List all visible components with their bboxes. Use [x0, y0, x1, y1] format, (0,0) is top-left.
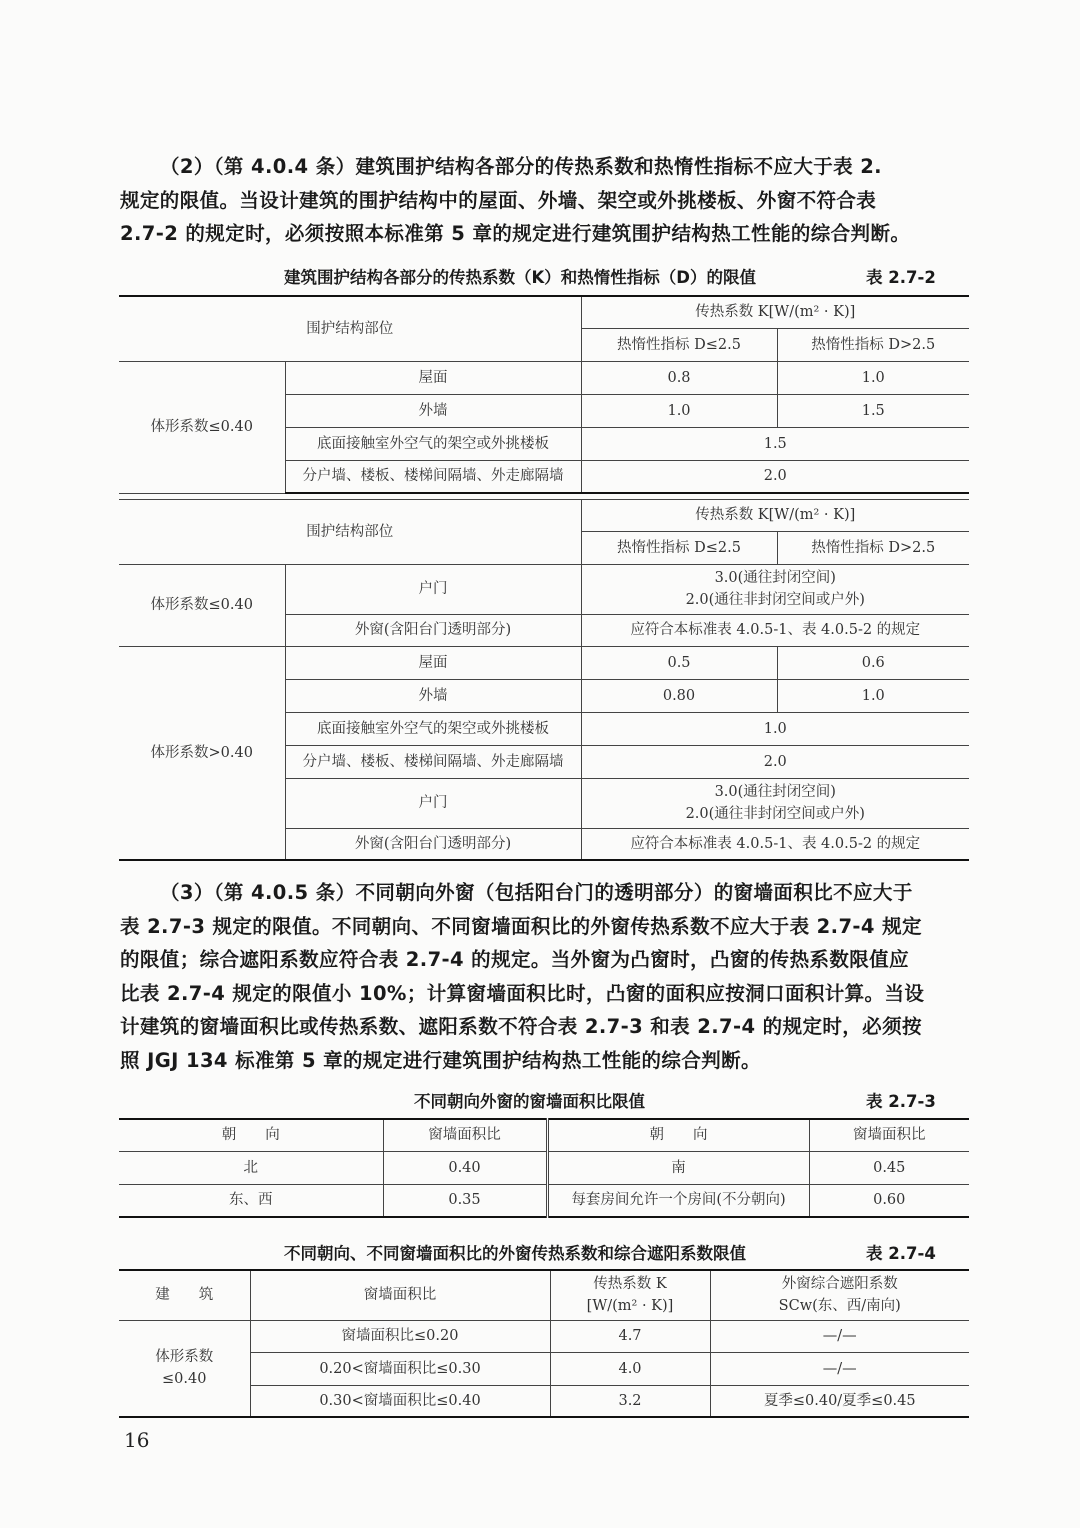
header-ratio: 窗墙面积比 [250, 1270, 550, 1320]
table-272-tag: 表 2.7-2 [866, 268, 936, 287]
cell: 0.80 [581, 679, 777, 712]
cell: 1.0 [581, 394, 777, 427]
row-door-2: 户门 [285, 778, 581, 828]
cell: 0.45 [809, 1151, 969, 1184]
table-272 [119, 295, 969, 861]
group-shape-le-040-b: 体形系数≤0.40 [119, 564, 285, 646]
para2-line5: 计建筑的窗墙面积比或传热系数、遮阳系数不符合表 2.7-3 和表 2.7-4 的规定时，必须按 [120, 1015, 922, 1038]
cell: 1.5 [777, 394, 969, 427]
header-part-2: 围护结构部位 [119, 499, 581, 564]
cell: 2.0 [581, 745, 969, 778]
table-274-caption: 不同朝向、不同窗墙面积比的外窗传热系数和综合遮阳系数限值 [284, 1244, 746, 1263]
row-floor-2: 底面接触室外空气的架空或外挑楼板 [285, 712, 581, 745]
row-floor: 底面接触室外空气的架空或外挑楼板 [285, 427, 581, 460]
cell: 东、西 [119, 1184, 383, 1217]
header-k: 传热系数 K[W/(m² · K)] [581, 296, 969, 328]
para1-line2: 规定的限值。当设计建筑的围护结构中的屋面、外墙、架空或外挑楼板、外窗不符合表 [120, 188, 877, 212]
row-roof: 屋面 [285, 361, 581, 394]
group-shape-le-040-a: 体形系数≤0.40 [119, 361, 285, 493]
header-building: 建 筑 [119, 1270, 250, 1320]
para2-line3: 的限值；综合遮阳系数应符合表 2.7-4 的规定。当外窗为凸窗时，凸窗的传热系数限值应 [120, 948, 909, 971]
cell: 4.0 [550, 1352, 710, 1385]
cell: 1.0 [777, 361, 969, 394]
row-partition-2: 分户墙、楼板、楼梯间隔墙、外走廊隔墙 [285, 745, 581, 778]
cell: 1.0 [581, 712, 969, 745]
paragraph-clause-4-0-5 [120, 876, 972, 1077]
cell: 0.30<窗墙面积比≤0.40 [250, 1385, 550, 1417]
cell: 北 [119, 1151, 383, 1184]
table-273 [119, 1118, 969, 1218]
header-sc: 外窗综合遮阳系数 SCw(东、西/南向) [710, 1270, 969, 1320]
cell: 4.7 [550, 1320, 710, 1352]
group-shape-gt-040: 体形系数>0.40 [119, 646, 285, 860]
window-value-2: 应符合本标准表 4.0.5-1、表 4.0.5-2 的规定 [581, 828, 969, 860]
cell: 1.5 [581, 427, 969, 460]
cell: 0.35 [383, 1184, 547, 1217]
cell: 0.8 [581, 361, 777, 394]
cell: 0.5 [581, 646, 777, 679]
cell: 2.0 [581, 460, 969, 493]
header-direction-2: 朝 向 [547, 1119, 809, 1151]
row-wall: 外墙 [285, 394, 581, 427]
cell: 夏季≤0.40/夏季≤0.45 [710, 1385, 969, 1417]
row-wall-2: 外墙 [285, 679, 581, 712]
header-d2-2: 热惰性指标 D>2.5 [777, 531, 969, 564]
table-273-caption: 不同朝向外窗的窗墙面积比限值 [414, 1092, 645, 1111]
header-k: 传热系数 K [W/(m² · K)] [550, 1270, 710, 1320]
header-d1: 热惰性指标 D≤2.5 [581, 328, 777, 361]
row-roof-2: 屋面 [285, 646, 581, 679]
para2-line4: 比表 2.7-4 规定的限值小 10%；计算窗墙面积比时，凸窗的面积应按洞口面积计算。当设 [120, 981, 925, 1005]
para2-line6: 照 JGJ 134 标准第 5 章的规定进行建筑围护结构热工性能的综合判断。 [120, 1048, 761, 1072]
row-window: 外窗(含阳台门透明部分) [285, 614, 581, 646]
para2-line1: （3）（第 4.0.5 条）不同朝向外窗（包括阳台门的透明部分）的窗墙面积比不应大于 [160, 881, 913, 904]
table-272-caption: 建筑围护结构各部分的传热系数（K）和热惰性指标（D）的限值 [284, 268, 756, 287]
cell: —/— [710, 1320, 969, 1352]
header-ratio: 窗墙面积比 [383, 1119, 547, 1151]
paragraph-clause-4-0-4 [120, 150, 972, 251]
cell: 0.6 [777, 646, 969, 679]
header-d1-2: 热惰性指标 D≤2.5 [581, 531, 777, 564]
cell: 0.40 [383, 1151, 547, 1184]
door-values: 3.0(通往封闭空间) 2.0(通往非封闭空间或户外) [581, 564, 969, 614]
header-direction: 朝 向 [119, 1119, 383, 1151]
cell: 0.60 [809, 1184, 969, 1217]
cell: 窗墙面积比≤0.20 [250, 1320, 550, 1352]
table-274-tag: 表 2.7-4 [866, 1244, 936, 1263]
cell: 每套房间允许一个房间(不分朝向) [547, 1184, 809, 1217]
para1-line3: 2.7-2 的规定时，必须按照本标准第 5 章的规定进行建筑围护结构热工性能的综合判断。 [120, 222, 911, 245]
door-values-2: 3.0(通往封闭空间) 2.0(通往非封闭空间或户外) [581, 778, 969, 828]
cell: —/— [710, 1352, 969, 1385]
header-k-2: 传热系数 K[W/(m² · K)] [581, 499, 969, 531]
cell: 3.2 [550, 1385, 710, 1417]
row-door: 户门 [285, 564, 581, 614]
cell: 南 [547, 1151, 809, 1184]
para1-line1: （2）（第 4.0.4 条）建筑围护结构各部分的传热系数和热惰性指标不应大于表 2. [160, 155, 882, 178]
row-window-2: 外窗(含阳台门透明部分) [285, 828, 581, 860]
header-d2: 热惰性指标 D>2.5 [777, 328, 969, 361]
cell: 1.0 [777, 679, 969, 712]
group-shape-le-040: 体形系数 ≤0.40 [119, 1320, 250, 1417]
cell: 0.20<窗墙面积比≤0.30 [250, 1352, 550, 1385]
header-part: 围护结构部位 [119, 296, 581, 361]
para2-line2: 表 2.7-3 规定的限值。不同朝向、不同窗墙面积比的外窗传热系数不应大于表 2.7-4 规定 [120, 914, 922, 938]
header-ratio-2: 窗墙面积比 [809, 1119, 969, 1151]
table-274 [119, 1269, 969, 1418]
page-number: 16 [124, 1428, 150, 1452]
window-value: 应符合本标准表 4.0.5-1、表 4.0.5-2 的规定 [581, 614, 969, 646]
row-partition: 分户墙、楼板、楼梯间隔墙、外走廊隔墙 [285, 460, 581, 493]
table-273-tag: 表 2.7-3 [866, 1092, 936, 1111]
